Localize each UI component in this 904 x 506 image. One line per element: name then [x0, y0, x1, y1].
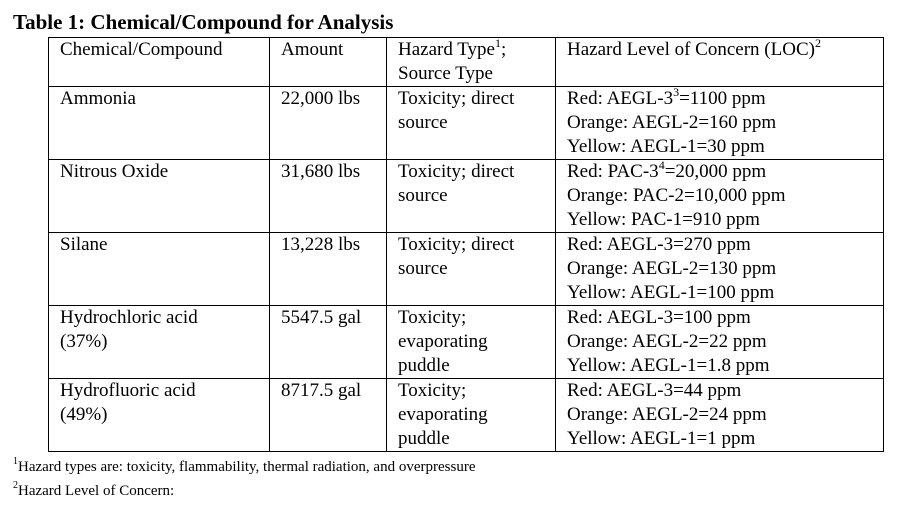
header-hazard-type: Hazard Type$^1$; Source Type — [387, 38, 556, 87]
chemical-table — [48, 37, 884, 452]
footnote-1: $^1$Hazard types are: toxicity, flammability, thermal radiation, and overpressure — [13, 456, 476, 475]
header-chemical: Chemical/Compound — [49, 38, 270, 87]
cell-hazard-type: Toxicity; direct source — [387, 87, 556, 160]
table-row — [49, 233, 884, 306]
cell-hazard-type: Toxicity; direct source — [387, 160, 556, 233]
cell-loc: Red: AEGL-$3^3=1100$ ppm Orange: AEGL-2=160 ppm Yellow: AEGL-1=30 ppm — [556, 87, 884, 160]
table-title: Table 1: Chemical/Compound for Analysis — [13, 10, 394, 34]
cell-hazard-type: Toxicity; direct source — [387, 233, 556, 306]
cell-loc: Red: AEGL-3=100 ppm Orange: AEGL-2=22 ppm Yellow: AEGL-1=1.8 ppm — [556, 306, 884, 379]
cell-loc: Red: PAC-$3^4=20,000$ ppm Orange: PAC-2=10,000 ppm Yellow: PAC-1=910 ppm — [556, 160, 884, 233]
cell-chemical: Silane — [49, 233, 270, 306]
cell-amount: 8717.5 gal — [270, 379, 387, 452]
cell-amount: 22,000 lbs — [270, 87, 387, 160]
cell-chemical: Hydrofluoric acid (49%) — [49, 379, 270, 452]
table-row — [49, 160, 884, 233]
cell-amount: 5547.5 gal — [270, 306, 387, 379]
table-row — [49, 87, 884, 160]
cell-loc: Red: AEGL-3=44 ppm Orange: AEGL-2=24 ppm Yellow: AEGL-1=1 ppm — [556, 379, 884, 452]
cell-chemical: Hydrochloric acid (37%) — [49, 306, 270, 379]
cell-hazard-type: Toxicity; evaporating puddle — [387, 306, 556, 379]
table-header-row — [49, 38, 884, 87]
table-row — [49, 379, 884, 452]
cell-amount: 13,228 lbs — [270, 233, 387, 306]
cell-chemical: Ammonia — [49, 87, 270, 160]
table-row — [49, 306, 884, 379]
header-amount: Amount — [270, 38, 387, 87]
cell-chemical: Nitrous Oxide — [49, 160, 270, 233]
footnote-2: $^2$Hazard Level of Concern: — [13, 480, 175, 499]
cell-amount: 31,680 lbs — [270, 160, 387, 233]
header-loc: Hazard Level of Concern (LOC)$^2$ — [556, 38, 884, 87]
cell-hazard-type: Toxicity; evaporating puddle — [387, 379, 556, 452]
cell-loc: Red: AEGL-3=270 ppm Orange: AEGL-2=130 ppm Yellow: AEGL-1=100 ppm — [556, 233, 884, 306]
